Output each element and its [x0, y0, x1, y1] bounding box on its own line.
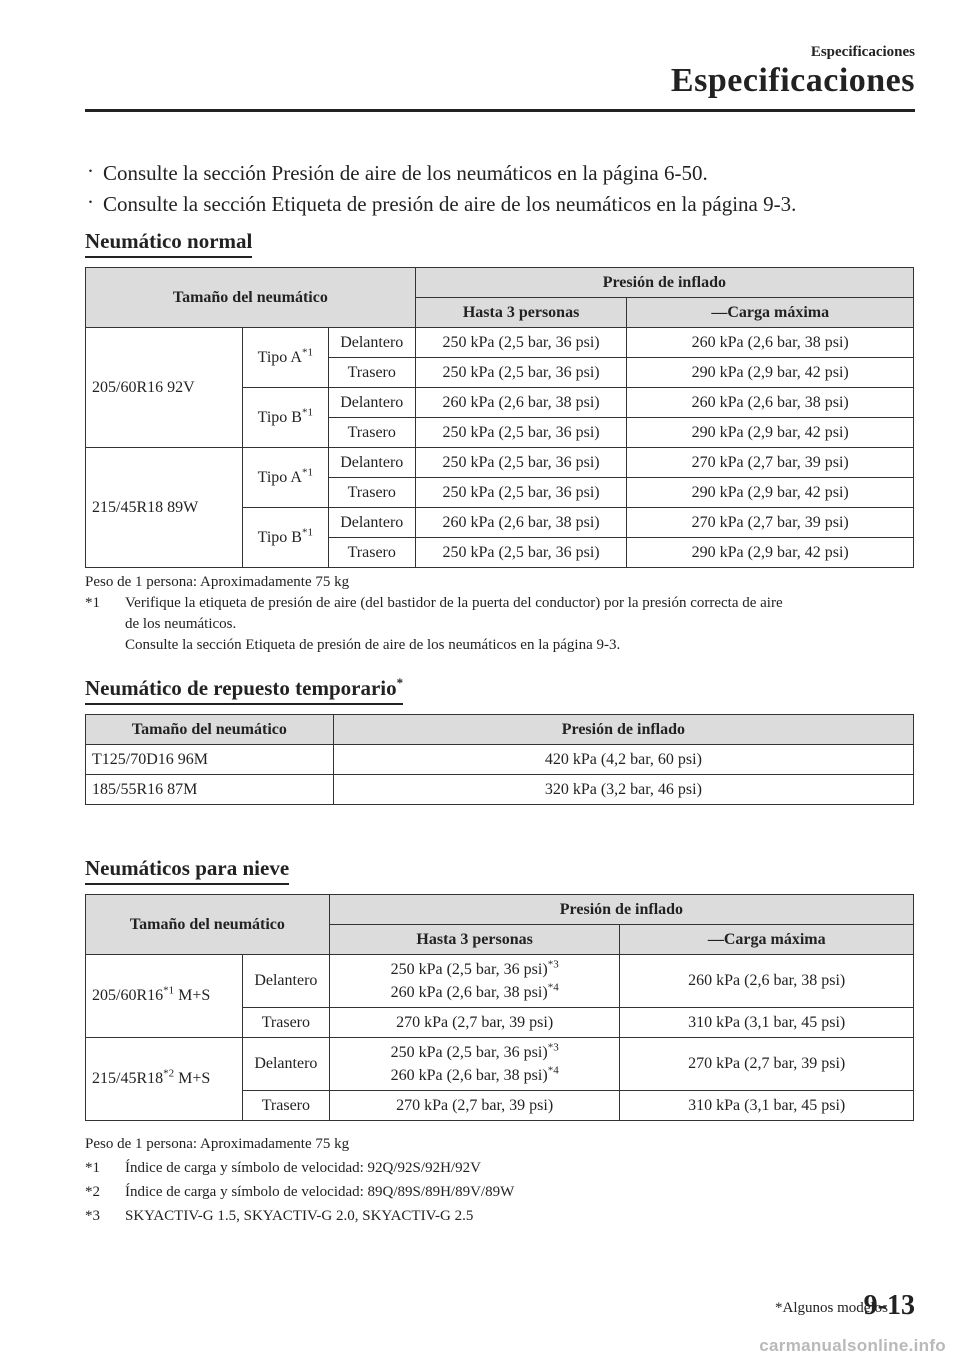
footnote: *2 Índice de carga y símbolo de velocidad: 89Q/89S/89H/89V/89W	[85, 1180, 915, 1204]
pressure-max: 290 kPa (2,9 bar, 42 psi)	[627, 538, 914, 568]
page-number: 9-13	[863, 1290, 915, 1321]
pressure-max: 290 kPa (2,9 bar, 42 psi)	[627, 358, 914, 388]
footer-note: *Algunos modelos	[775, 1300, 888, 1316]
snow-notes	[85, 1132, 915, 1228]
tire-size: 215/45R18 89W	[86, 448, 243, 568]
section-header-small: Especificaciones	[810, 44, 915, 60]
tire-size: 185/55R16 87M	[86, 775, 334, 805]
pressure-max: 270 kPa (2,7 bar, 39 psi)	[620, 1038, 914, 1091]
pressure-max: 260 kPa (2,6 bar, 38 psi)	[620, 955, 914, 1008]
pressure-up3: 270 kPa (2,7 bar, 39 psi)	[329, 1008, 620, 1038]
position: Trasero	[328, 358, 415, 388]
tire-size: T125/70D16 96M	[86, 745, 334, 775]
pressure: 320 kPa (3,2 bar, 46 psi)	[333, 775, 913, 805]
spare-tire-table	[85, 714, 914, 805]
normal-notes	[85, 572, 915, 656]
position: Trasero	[242, 1091, 329, 1121]
col-header-up3: Hasta 3 personas	[329, 925, 620, 955]
position: Delantero	[242, 955, 329, 1008]
position: Delantero	[328, 508, 415, 538]
pressure-up3: 250 kPa (2,5 bar, 36 psi)	[415, 448, 627, 478]
weight-note: Peso de 1 persona: Aproximadamente 75 kg	[85, 574, 350, 590]
pressure-up3: 260 kPa (2,6 bar, 38 psi)	[415, 388, 627, 418]
tire-type: Tipo $A^{*1}$	[242, 448, 328, 508]
section-title-normal: Neumático normal	[85, 228, 252, 258]
footnote-mark: *1	[85, 595, 100, 611]
col-header-pressure: Presión de inflado	[329, 895, 913, 925]
pressure-up3: 250 kPa (2,5 bar, 36 psi)	[415, 418, 627, 448]
col-header-size: Tamaño del neumático	[86, 715, 334, 745]
col-header-size: Tamaño del neumático	[86, 268, 416, 328]
pressure-max: 260 kPa (2,6 bar, 38 psi)	[627, 388, 914, 418]
position: Delantero	[242, 1038, 329, 1091]
footnote: *1 Índice de carga y símbolo de velocidad: 92Q/92S/92H/92V	[85, 1156, 915, 1180]
pressure-max: 290 kPa (2,9 bar, 42 psi)	[627, 478, 914, 508]
footnote-mark: *2	[85, 1184, 100, 1200]
intro-bullets	[85, 158, 796, 220]
col-header-max: —Carga máxima	[620, 925, 914, 955]
pressure-max: 290 kPa (2,9 bar, 42 psi)	[627, 418, 914, 448]
weight-note: Peso de 1 persona: Aproximadamente 75 kg	[85, 1136, 350, 1152]
pressure-up3: 260 kPa (2,6 bar, 38 psi)	[415, 508, 627, 538]
position: Delantero	[328, 448, 415, 478]
position: Trasero	[328, 538, 415, 568]
footnote: *3 SKYACTIV-G 1.5, SKYACTIV-G 2.0, SKYACTIV-G 2.5	[85, 1204, 915, 1228]
pressure: 420 kPa (4,2 bar, 60 psi)	[333, 745, 913, 775]
section-title-snow: Neumáticos para nieve	[85, 855, 289, 885]
col-header-max: —Carga máxima	[627, 298, 914, 328]
tire-size: 215/45R18$^{*2}$ M+S	[86, 1038, 243, 1121]
tire-size: 205/60R16 92V	[86, 328, 243, 448]
position: Trasero	[328, 418, 415, 448]
pressure-max: 270 kPa (2,7 bar, 39 psi)	[627, 508, 914, 538]
footnote-mark: *1	[85, 1160, 100, 1176]
pressure-max: 270 kPa (2,7 bar, 39 psi)	[627, 448, 914, 478]
pressure-max: 310 kPa (3,1 bar, 45 psi)	[620, 1008, 914, 1038]
header-rule	[85, 109, 915, 112]
col-header-pressure: Presión de inflado	[333, 715, 913, 745]
footnote: *1 Verifique la etiqueta de presión de aire (del bastidor de la puerta del conductor) por la presión correcta de aire de los neumáticos. Consulte la sección Etiqueta de presión de aire de los neumáticos en la página 9-3.	[85, 595, 783, 653]
pressure-up3: 250 kPa (2,5 bar, 36 psi)$^{*3}$ 260 kPa (2,6 bar, 38 psi)$^{*4}$	[329, 955, 620, 1008]
pressure-up3: 250 kPa (2,5 bar, 36 psi)	[415, 478, 627, 508]
col-header-pressure: Presión de inflado	[415, 268, 913, 298]
pressure-up3: 250 kPa (2,5 bar, 36 psi)$^{*3}$ 260 kPa (2,6 bar, 38 psi)$^{*4}$	[329, 1038, 620, 1091]
tire-type: Tipo $A^{*1}$	[242, 328, 328, 388]
pressure-up3: 250 kPa (2,5 bar, 36 psi)	[415, 538, 627, 568]
pressure-max: 260 kPa (2,6 bar, 38 psi)	[627, 328, 914, 358]
position: Trasero	[328, 478, 415, 508]
footnote-mark: *3	[85, 1208, 100, 1224]
section-header-title: Especificaciones	[670, 62, 915, 99]
tire-type: Tipo $B^{*1}$	[242, 388, 328, 448]
position: Delantero	[328, 388, 415, 418]
position: Delantero	[328, 328, 415, 358]
col-header-up3: Hasta 3 personas	[415, 298, 627, 328]
col-header-size: Tamaño del neumático	[86, 895, 330, 955]
section-title-spare: Neumático de repuesto temporario*	[85, 675, 403, 705]
tire-type: Tipo $B^{*1}$	[242, 508, 328, 568]
snow-tire-table	[85, 894, 914, 1121]
pressure-max: 310 kPa (3,1 bar, 45 psi)	[620, 1091, 914, 1121]
bullet-item: · Consulte la sección Presión de aire de los neumáticos en la página 6-50.	[85, 158, 796, 189]
pressure-up3: 270 kPa (2,7 bar, 39 psi)	[329, 1091, 620, 1121]
pressure-up3: 250 kPa (2,5 bar, 36 psi)	[415, 358, 627, 388]
watermark: carmanualsonline.info	[759, 1336, 946, 1355]
pressure-up3: 250 kPa (2,5 bar, 36 psi)	[415, 328, 627, 358]
tire-size: 205/60R16$^{*1}$ M+S	[86, 955, 243, 1038]
bullet-item: · Consulte la sección Etiqueta de presión de aire de los neumáticos en la página 9-3.	[85, 189, 796, 220]
normal-tire-table	[85, 267, 914, 568]
position: Trasero	[242, 1008, 329, 1038]
